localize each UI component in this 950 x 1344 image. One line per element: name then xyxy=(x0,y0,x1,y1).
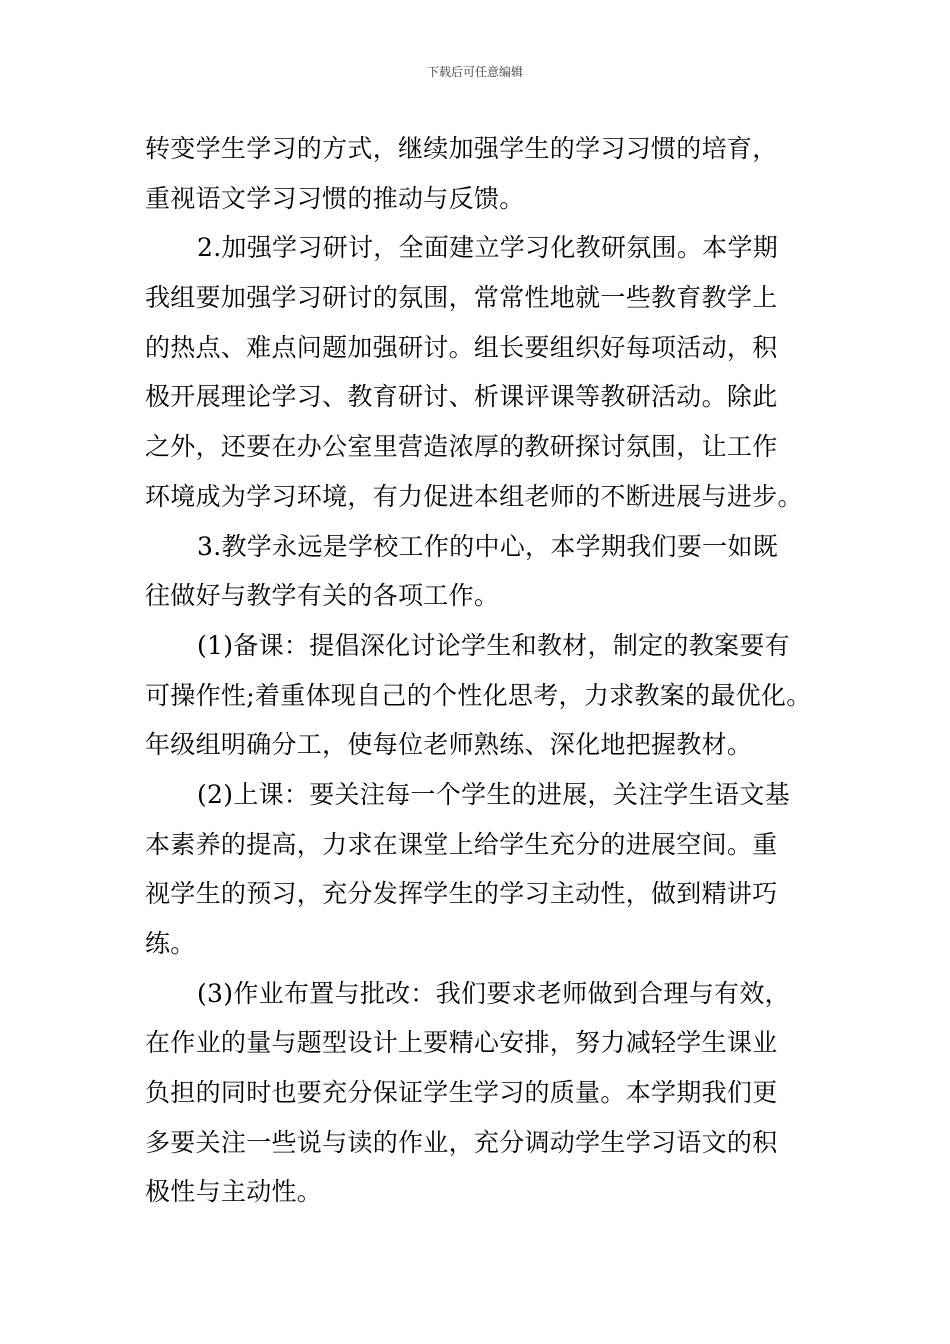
text-line: 极开展理论学习、教育研讨、析课评课等教研活动。除此 xyxy=(145,382,778,412)
text-line: 我组要加强学习研讨的氛围，常常性地就一些教育教学上 xyxy=(145,283,778,313)
text-line: 往做好与教学有关的各项工作。 xyxy=(145,581,500,611)
paragraph-start-line: (1)备课：提倡深化讨论学生和教材，制定的教案要有 xyxy=(197,630,790,660)
paragraph-start-line: (3)作业布置与批改：我们要求老师做到合理与有效， xyxy=(197,978,790,1008)
text-line: 视学生的预习，充分发挥学生的学习主动性，做到精讲巧 xyxy=(145,879,778,909)
text-line: 极性与主动性。 xyxy=(145,1177,323,1207)
text-line: 重视语文学习习惯的推动与反馈。 xyxy=(145,183,525,213)
text-line: 本素养的提高，力求在课堂上给学生充分的进展空间。重 xyxy=(145,829,778,859)
page-header: 下载后可任意编辑 xyxy=(426,65,523,79)
text-line: 负担的同时也要充分保证学生学习的质量。本学期我们更 xyxy=(145,1078,778,1108)
paragraph-start-line: (2)上课：要关注每一个学生的进展，关注学生语文基 xyxy=(197,779,790,809)
text-line: 多要关注一些说与读的作业，充分调动学生学习语文的积 xyxy=(145,1127,778,1157)
document-body xyxy=(145,124,820,1217)
text-line: 的热点、难点问题加强研讨。组长要组织好每项活动，积 xyxy=(145,332,778,362)
text-line: 可操作性;着重体现自己的个性化思考，力求教案的最优化。 xyxy=(145,680,812,710)
text-line: 年级组明确分工，使每位老师熟练、深化地把握教材。 xyxy=(145,730,753,760)
text-line: 之外，还要在办公室里营造浓厚的教研探讨氛围，让工作 xyxy=(145,432,778,462)
text-line: 转变学生学习的方式，继续加强学生的学习习惯的培育， xyxy=(145,134,778,163)
paragraph-start-line: 3.教学永远是学校工作的中心，本学期我们要一如既 xyxy=(197,531,779,561)
text-line: 在作业的量与题型设计上要精心安排，努力减轻学生课业 xyxy=(145,1028,778,1058)
text-line: 环境成为学习环境，有力促进本组老师的不断进展与进步。 xyxy=(145,481,803,511)
paragraph-start-line: 2.加强学习研讨，全面建立学习化教研氛围。本学期 xyxy=(197,233,779,263)
text-line: 练。 xyxy=(145,929,196,958)
